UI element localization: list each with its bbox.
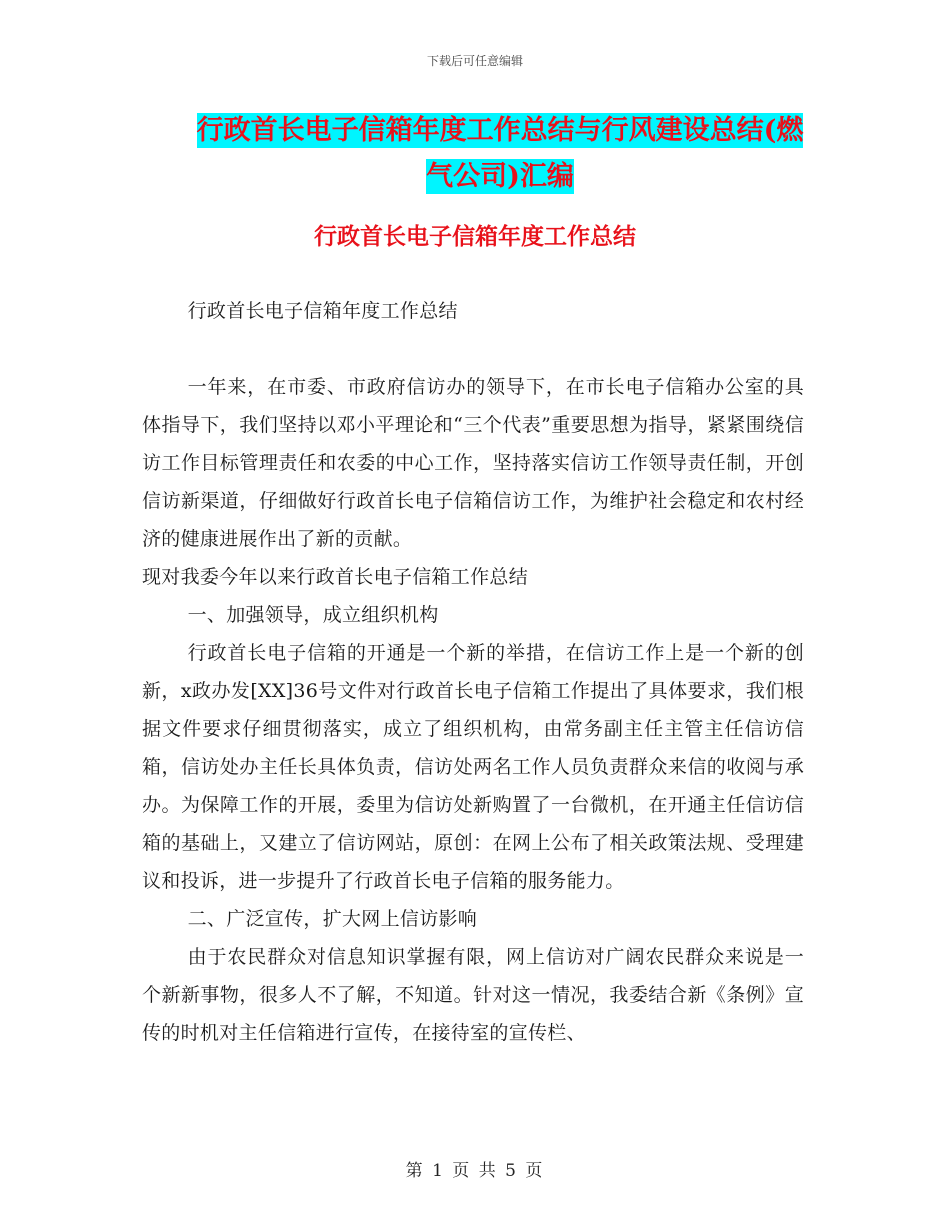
heading-section-1: 一、加强领导，成立组织机构 bbox=[187, 604, 439, 626]
paragraph-intro: 一年来，在市委、市政府信访办的领导下，在市长电子信箱办公室的具体指导下，我们坚持以邓小平理论和“三个代表”重要思想为指导，紧紧围绕信访工作目标管理责任和农委的中心工作，坚持落实信访工作领导责任制，开创信访新渠道，仔细做好行政首长电子信箱信访工作，为维护社会稳定和农村经济的健康进展作出了新的贡献。 bbox=[142, 376, 804, 550]
main-title-text: 行政首长电子信箱年度工作总结与行风建设总结(燃气公司)汇编 bbox=[196, 115, 804, 192]
heading-section-2: 二、广泛宣传，扩大网上信访影响 bbox=[187, 908, 478, 930]
page-footer: 第 1 页 共 5 页 bbox=[405, 1161, 545, 1181]
paragraph-subtitle: 行政首长电子信箱年度工作总结 bbox=[187, 300, 458, 322]
blank-line bbox=[142, 330, 804, 368]
paragraph-section-1: 行政首长电子信箱的开通是一个新的举措，在信访工作上是一个新的创新，x政办发[XX]36号文件对行政首长电子信箱工作提出了具体要求，我们根据文件要求仔细贯彻落实，成立了组织机构，由常务副主任主管主任信访信箱，信访处办主任长具体负责，信访处两名工作人员负责群众来信的收阅与承办。为保障工作的开展，委里为信访处新购置了一台微机，在开通主任信访信箱的基础上，又建立了信访网站，原创：在网上公布了相关政策法规、受理建议和投诉，进一步提升了行政首长电子信箱的服务能力。 bbox=[142, 642, 804, 892]
paragraph-summary-lead: 现对我委今年以来行政首长电子信箱工作总结 bbox=[142, 566, 529, 588]
section-title: 行政首长电子信箱年度工作总结 bbox=[314, 223, 636, 250]
document-body bbox=[142, 292, 804, 1052]
paragraph-section-2: 由于农民群众对信息知识掌握有限，网上信访对广阔农民群众来说是一个新新事物，很多人不了解，不知道。针对这一情况，我委结合新《条例》宣传的时机对主任信箱进行宣传，在接待室的宣传栏、 bbox=[142, 946, 804, 1044]
document-main-title bbox=[186, 108, 814, 200]
header-note: 下载后可任意编辑 bbox=[426, 54, 523, 68]
